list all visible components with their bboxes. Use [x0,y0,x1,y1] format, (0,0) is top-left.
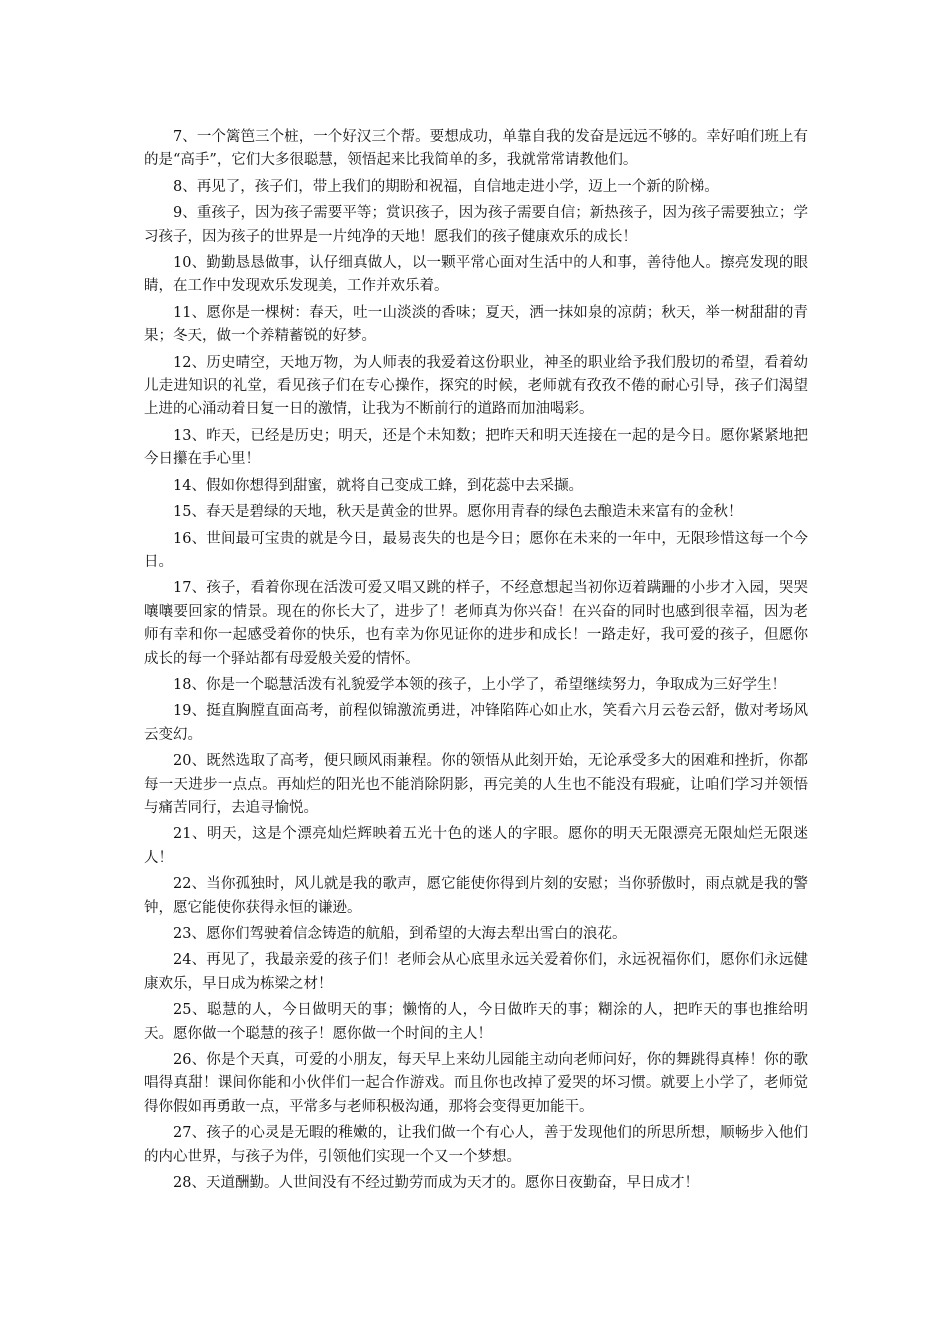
paragraph-10: 10、勤勤恳恳做事，认仔细真做人，以一颗平常心面对生活中的人和事，善待他人。擦亮发现的眼睛，在工作中发现欢乐发现美，工作并欢乐着。 [144,255,808,295]
paragraph-23: 23、愿你们驾驶着信念铸造的航船，到希望的大海去犁出雪白的浪花。 [173,926,627,942]
paragraph-14: 14、假如你想得到甜蜜，就将自己变成工蜂，到花蕊中去采撷。 [173,477,583,494]
paragraph-17: 17、孩子，看着你现在活泼可爱又唱又跳的样子，不经意想起当初你迈着蹒跚的小步才入园，哭哭嚷嚷要回家的情景。现在的你长大了，进步了！老师真为你兴奋！在兴奋的同时也感到很幸福，因为老师有幸和你一起感受着你的快乐，也有幸为你见证你的进步和成长！一路走好，我可爱的孩子，但愿你成长的每一个驿站都有母爱般关爱的情怀。 [144,580,808,667]
paragraph-21: 21、明天，这是个漂亮灿烂辉映着五光十色的迷人的字眼。愿你的明天无限漂亮无限灿烂无限迷人！ [144,826,808,866]
paragraph-22: 22、当你孤独时，风儿就是我的歌声，愿它能使你得到片刻的安慰；当你骄傲时，雨点就是我的警钟，愿它能使你获得永恒的谦逊。 [144,876,808,916]
paragraph-18: 18、你是一个聪慧活泼有礼貌爱学本领的孩子，上小学了，希望继续努力，争取成为三好学生！ [173,676,786,693]
paragraph-28: 28、天道酬勤。人世间没有不经过勤劳而成为天才的。愿你日夜勤奋，早日成才！ [173,1175,699,1192]
document-body [144,126,808,1198]
paragraph-12: 12、历史晴空，天地万物，为人师表的我爱着这份职业，神圣的职业给予我们殷切的希望，看着幼儿走进知识的礼堂，看见孩子们在专心操作，探究的时候，老师就有孜孜不倦的耐心引导，孩子们渴望上进的心涌动着日复一日的激情，让我为不断前行的道路而加油喝彩。 [144,354,808,418]
paragraph-13: 13、昨天，已经是历史；明天，还是个未知数；把昨天和明天连接在一起的是今日。愿你紧紧地把今日攥在手心里！ [144,427,808,468]
paragraph-25: 25、聪慧的人，今日做明天的事；懒惰的人，今日做昨天的事；糊涂的人，把昨天的事也推给明天。愿你做一个聪慧的孩子！愿你做一个时间的主人！ [144,1002,808,1042]
paragraph-11: 11、愿你是一棵树：春天，吐一山淡淡的香味；夏天，洒一抹如泉的凉荫；秋天，举一树甜甜的青果；冬天，做一个养精蓄锐的好梦。 [144,304,808,345]
paragraph-16: 16、世间最可宝贵的就是今日，最易丧失的也是今日；愿你在未来的一年中，无限珍惜这每一个今日。 [144,530,808,570]
paragraph-8: 8、再见了，孩子们，带上我们的期盼和祝福，自信地走进小学，迈上一个新的阶梯。 [173,178,719,195]
paragraph-27: 27、孩子的心灵是无暇的稚嫩的，让我们做一个有心人，善于发现他们的所思所想，顺畅步入他们的内心世界，与孩子为伴，引领他们实现一个又一个梦想。 [144,1125,808,1165]
paragraph-9: 9、重孩子，因为孩子需要平等；赏识孩子，因为孩子需要自信；新热孩子，因为孩子需要独立；学习孩子，因为孩子的世界是一片纯净的天地！愿我们的孩子健康欢乐的成长！ [144,205,808,245]
paragraph-20: 20、既然选取了高考，便只顾风雨兼程。你的领悟从此刻开始，无论承受多大的困难和挫折，你都每一天进步一点点。再灿烂的阳光也不能消除阴影，再完美的人生也不能没有瑕疵，让咱们学习并领悟与痛苦同行，去追寻愉悦。 [144,753,808,816]
paragraph-26: 26、你是个天真，可爱的小朋友，每天早上来幼儿园能主动向老师问好，你的舞跳得真棒！你的歌唱得真甜！课间你能和小伙伴们一起合作游戏。而且你也改掉了爱哭的坏习惯。就要上小学了，老师觉得你假如再勇敢一点，平常多与老师积极沟通，那将会变得更加能干。 [144,1052,808,1115]
paragraph-19: 19、挺直胸膛直面高考，前程似锦激流勇进，冲锋陷阵心如止水，笑看六月云卷云舒，傲对考场风云变幻。 [144,703,808,743]
paragraph-24: 24、再见了，我最亲爱的孩子们！老师会从心底里永远关爱着你们，永远祝福你们，愿你们永远健康欢乐，早日成为栋梁之材！ [144,952,808,992]
paragraph-15: 15、春天是碧绿的天地，秋天是黄金的世界。愿你用青春的绿色去酿造未来富有的金秋！ [173,504,743,521]
paragraph-7: 7、一个篱笆三个桩，一个好汉三个帮。要想成功，单靠自我的发奋是远远不够的。幸好咱们班上有的是“高手”，它们大多很聪慧，领悟起来比我简单的多，我就常常请教他们。 [144,129,808,169]
